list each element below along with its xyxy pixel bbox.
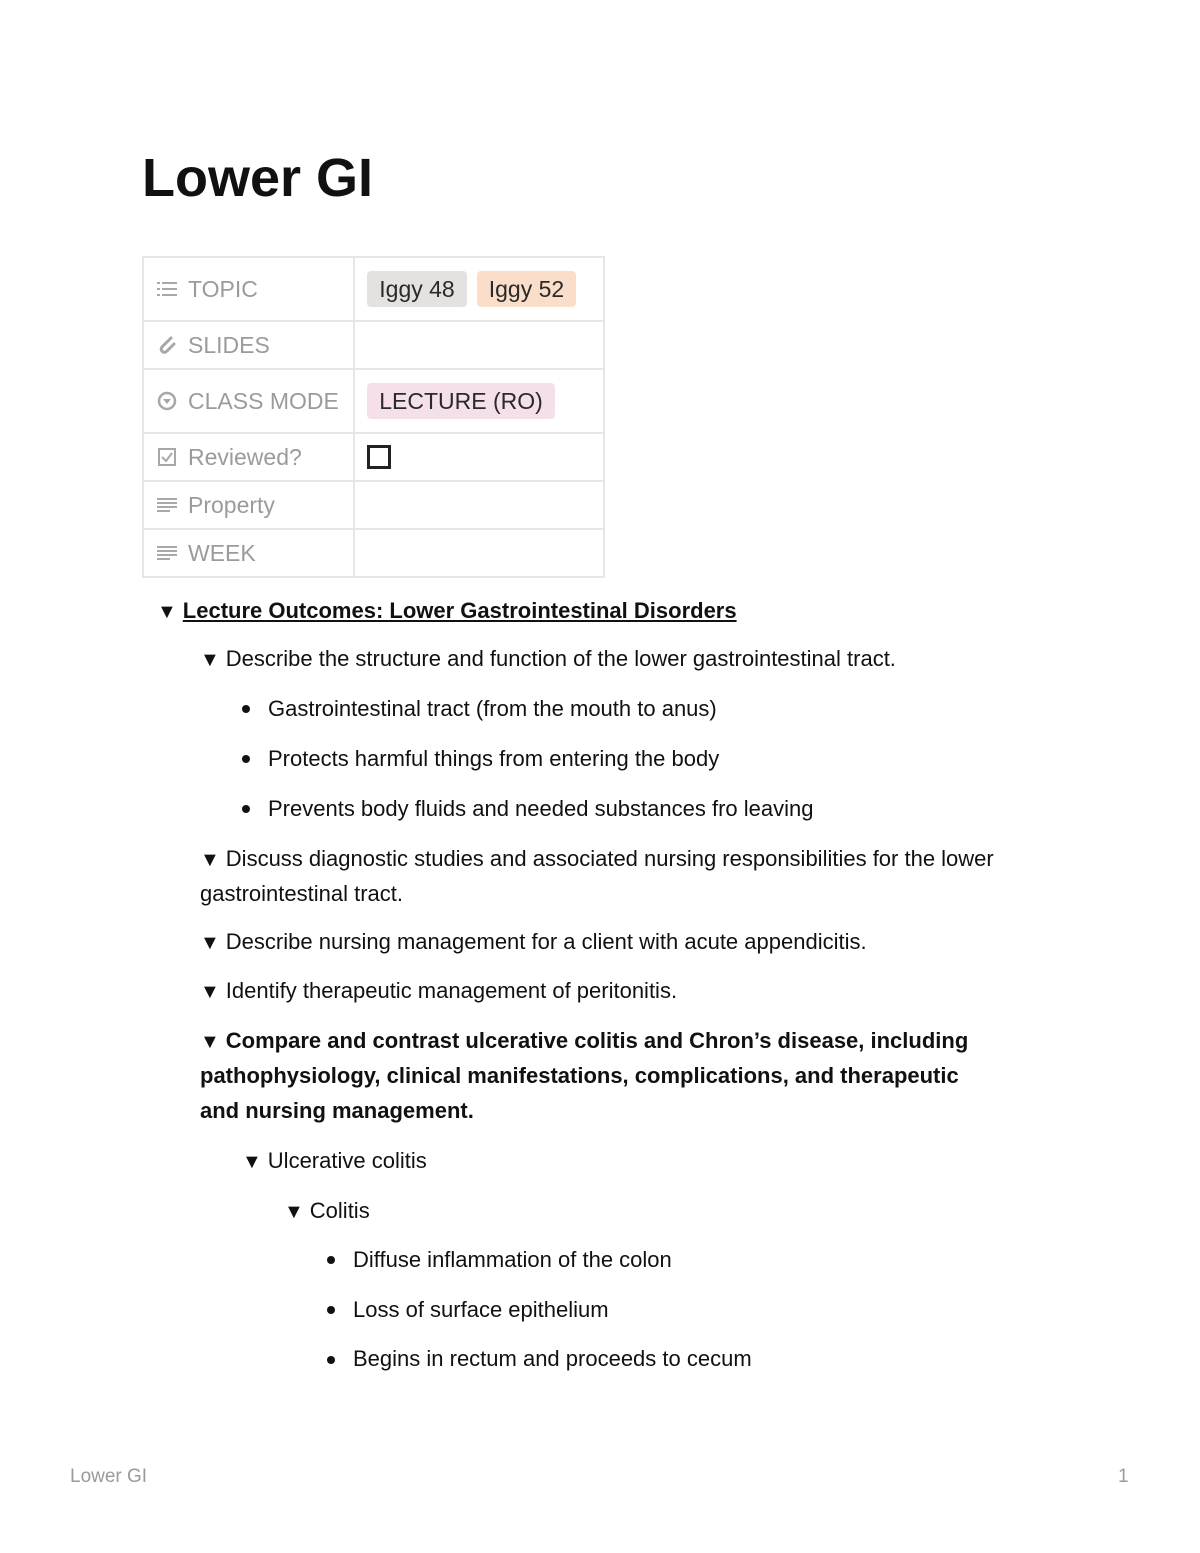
checkbox-icon (156, 446, 178, 468)
page-title: Lower GI (142, 148, 374, 208)
toggle-triangle-icon[interactable]: ▼ (242, 1151, 262, 1173)
bullet-icon (327, 1256, 335, 1264)
list-item: Loss of surface epithelium (353, 1297, 609, 1322)
property-key: Reviewed? (188, 443, 302, 470)
list-item: Diffuse inflammation of the colon (353, 1247, 672, 1272)
item-text: Discuss diagnostic studies and associated nursing responsibilities for the lower (225, 846, 994, 871)
item-text-continued: pathophysiology, clinical manifestations, complications, and therapeutic (200, 1063, 959, 1088)
property-value[interactable] (354, 481, 604, 529)
property-key: TOPIC (188, 275, 258, 302)
toggle-triangle-icon[interactable]: ▼ (200, 1031, 220, 1053)
list-item: Begins in rectum and proceeds to cecum (353, 1346, 752, 1371)
toggle-item[interactable] (200, 1023, 968, 1060)
item-text: Identify therapeutic management of peritonitis. (225, 978, 678, 1003)
toggle-triangle-icon[interactable]: ▼ (284, 1201, 304, 1223)
property-key: SLIDES (188, 331, 270, 358)
bullet-icon (327, 1306, 335, 1314)
heading-text: Lecture Outcomes: Lower Gastrointestinal Disorders (182, 598, 737, 623)
property-key: Property (188, 491, 275, 518)
property-row-slides (143, 321, 604, 369)
item-text: Describe the structure and function of the lower gastrointestinal tract. (225, 646, 896, 671)
toggle-heading[interactable] (157, 593, 737, 630)
toggle-item[interactable] (200, 973, 677, 1010)
toggle-item[interactable] (200, 924, 867, 961)
properties-table (142, 256, 605, 578)
paperclip-icon (156, 334, 178, 356)
list-item: Prevents body fluids and needed substances fro leaving (268, 796, 814, 821)
toggle-item[interactable] (200, 641, 896, 678)
text-lines-icon (156, 542, 178, 564)
list-icon (156, 278, 178, 300)
toggle-sub-sub-item[interactable] (284, 1193, 370, 1230)
property-row-property (143, 481, 604, 529)
property-row-topic (143, 257, 604, 321)
topic-tag[interactable]: Iggy 48 (367, 271, 466, 307)
property-row-week (143, 529, 604, 577)
item-text: Describe nursing management for a client with acute appendicitis. (225, 929, 867, 954)
toggle-sub-item[interactable] (242, 1143, 427, 1180)
property-key: WEEK (188, 539, 256, 566)
bullet-icon (242, 805, 250, 813)
topic-tag[interactable]: Iggy 52 (477, 271, 576, 307)
footer-doc-name: Lower GI (70, 1466, 148, 1487)
list-item: Gastrointestinal tract (from the mouth to anus) (268, 696, 717, 721)
toggle-triangle-icon[interactable]: ▼ (200, 849, 220, 871)
property-key: CLASS MODE (188, 387, 339, 414)
toggle-triangle-icon[interactable]: ▼ (157, 601, 177, 623)
list-item: Protects harmful things from entering the body (268, 746, 720, 771)
bullet-icon (327, 1356, 335, 1364)
footer-page-number: 1 (1118, 1466, 1129, 1487)
property-row-class-mode (143, 369, 604, 433)
toggle-item[interactable] (200, 841, 994, 878)
bullet-icon (242, 705, 250, 713)
week-value[interactable] (354, 529, 604, 577)
toggle-triangle-icon[interactable]: ▼ (200, 981, 220, 1003)
item-text-continued: and nursing management. (200, 1098, 474, 1123)
slides-value[interactable] (354, 321, 604, 369)
select-circle-icon (156, 390, 178, 412)
property-row-reviewed (143, 433, 604, 481)
reviewed-checkbox[interactable] (367, 445, 391, 469)
toggle-triangle-icon[interactable]: ▼ (200, 649, 220, 671)
item-text: Colitis (309, 1198, 370, 1223)
text-lines-icon (156, 494, 178, 516)
item-text: Ulcerative colitis (267, 1148, 427, 1173)
item-text-continued: gastrointestinal tract. (200, 881, 403, 906)
bullet-icon (242, 755, 250, 763)
toggle-triangle-icon[interactable]: ▼ (200, 932, 220, 954)
item-text: Compare and contrast ulcerative colitis and Chron’s disease, including (225, 1028, 969, 1053)
class-mode-tag[interactable]: LECTURE (RO) (367, 383, 555, 419)
